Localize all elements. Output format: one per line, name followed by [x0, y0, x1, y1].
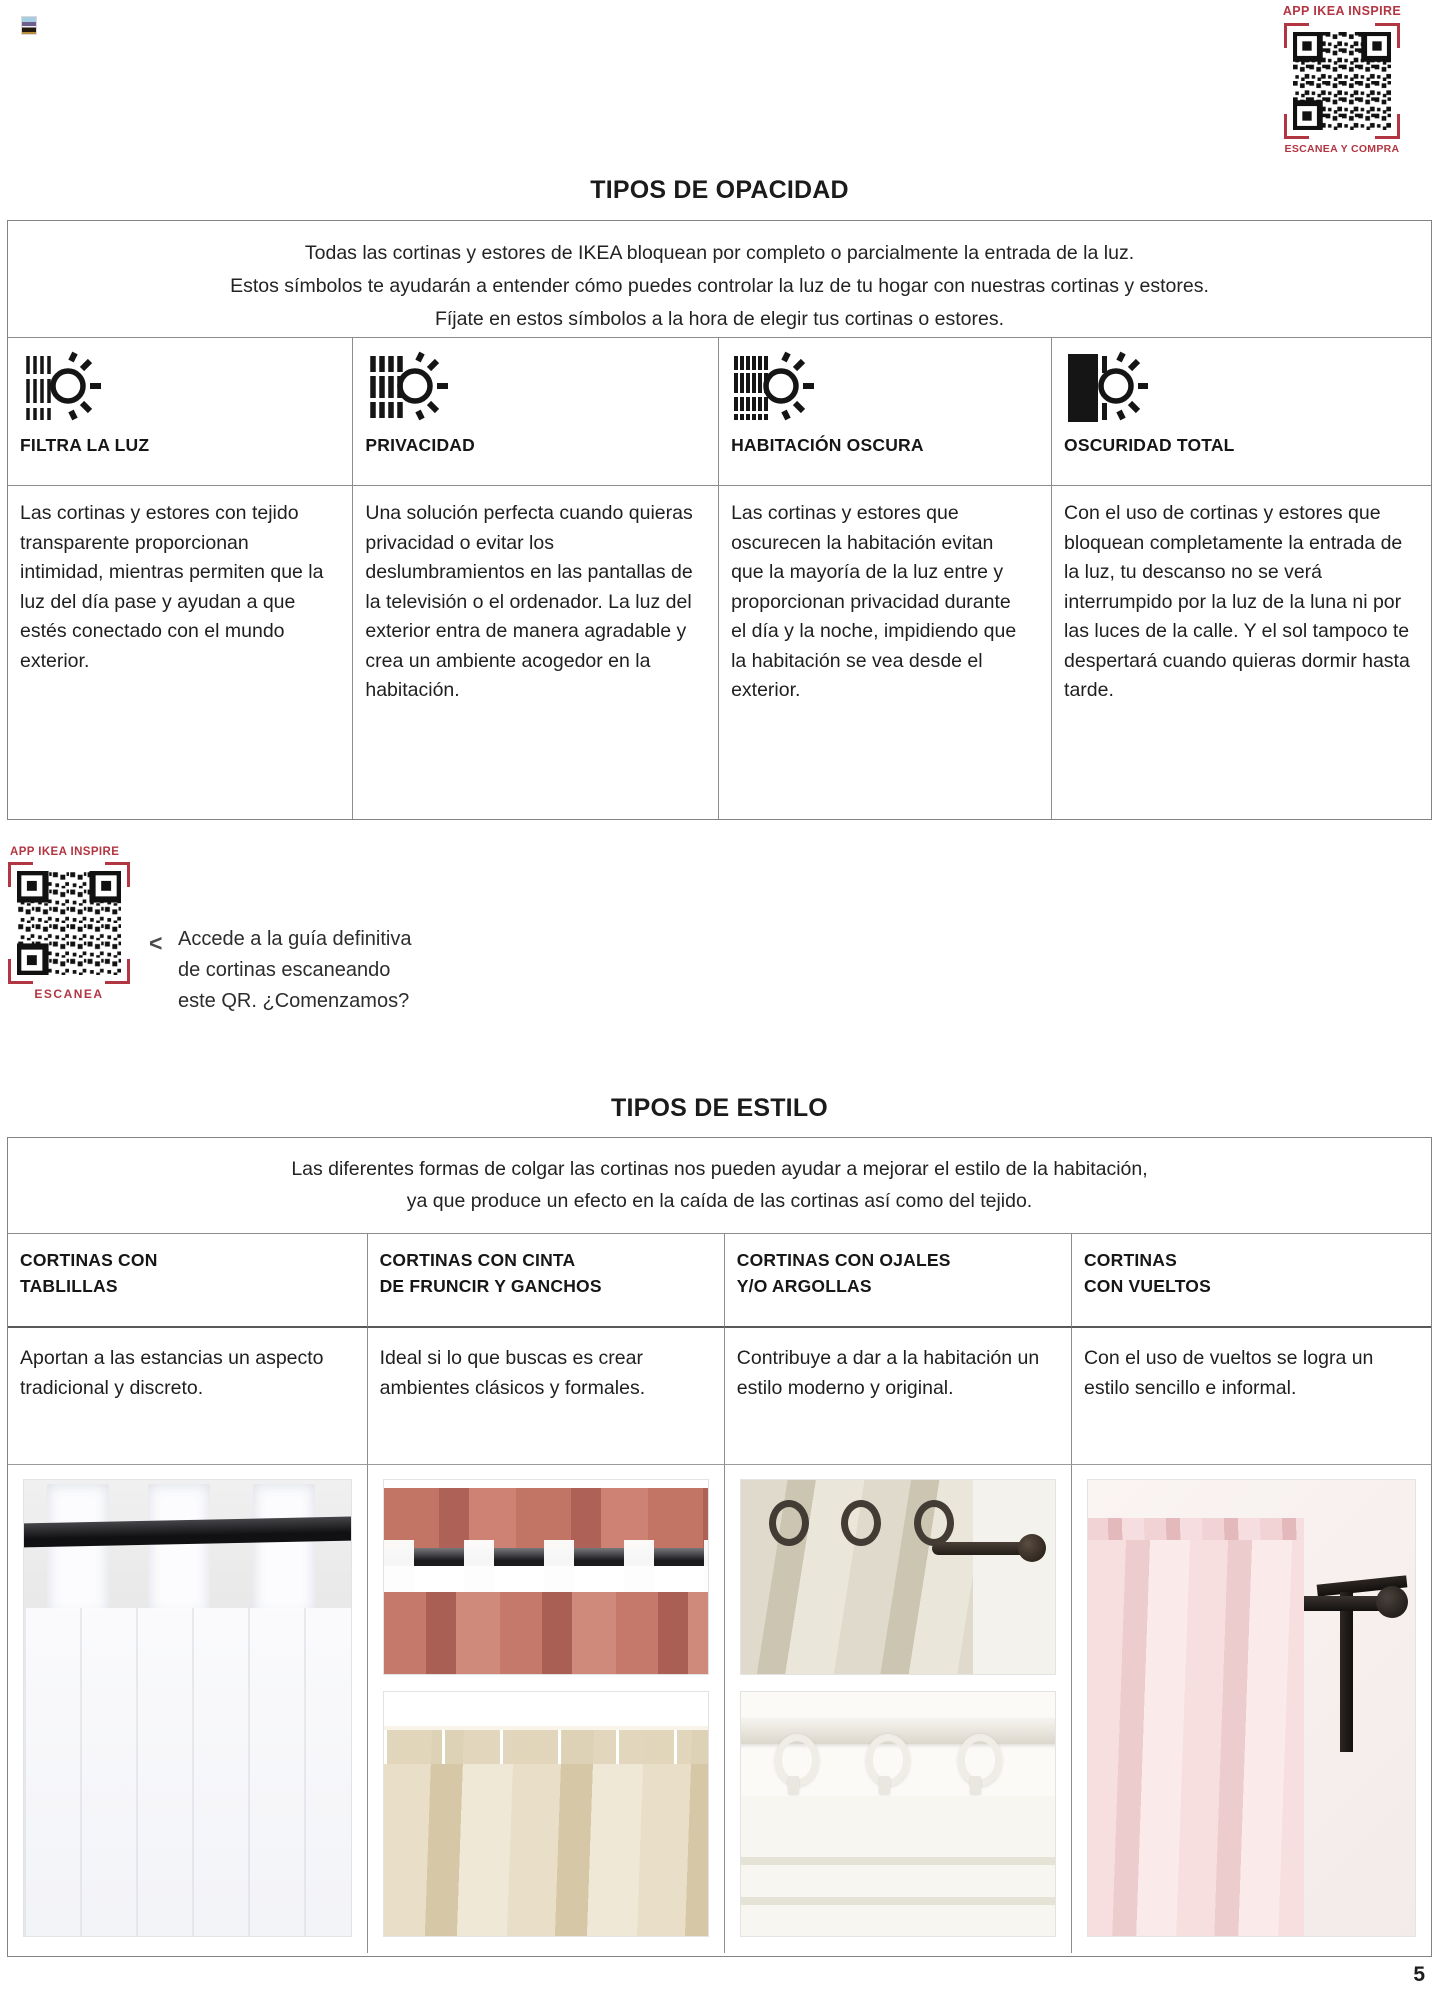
style-intro-line: ya que produce un efecto en la caída de las cortinas así como del tejido. [406, 1190, 1033, 1212]
style-text: Ideal si lo que buscas es crear ambientes clásicos y formales. [367, 1328, 724, 1465]
habitacion-oscura-icon [731, 350, 815, 426]
grommet-graphic [769, 1500, 809, 1546]
pleat-tape-graphic [384, 1540, 708, 1594]
curtain-tab-graphic [47, 1484, 109, 1616]
photo-argollas [740, 1691, 1056, 1937]
opacity-text: Con el uso de cortinas y estores que bloquean completamente la entrada de la luz, tu descanso no se verá interrumpido por la luz de la luna ni por las luces de la calle. Y el sol tampoco te despertará cuando quieras dormir hasta tarde. [1051, 486, 1431, 819]
style-header-tablillas [8, 1234, 367, 1328]
style-photo-row [8, 1465, 1431, 1950]
opacity-header-oscura [718, 338, 1051, 486]
sheer-curtain-graphic [741, 1796, 1055, 1936]
style-section-title: TIPOS DE ESTILO [611, 1094, 828, 1122]
style-label-line: CORTINAS [1083, 1250, 1177, 1270]
photo-ojales [740, 1479, 1056, 1675]
opacity-table [7, 220, 1432, 820]
grommet-graphic [914, 1500, 954, 1546]
style-label-line: CORTINAS CON [20, 1250, 158, 1270]
opacity-intro [8, 221, 1431, 338]
opacity-body-row [8, 486, 1431, 819]
style-header-fruncir [367, 1234, 724, 1328]
curtain-graphic [1088, 1540, 1304, 1936]
qr-corner-icon [1375, 114, 1400, 139]
qr-guide-scan-label: ESCANEA [34, 987, 104, 1001]
opacity-label: HABITACIÓN OSCURA [731, 435, 924, 455]
style-label-line: CORTINAS CON CINTA [379, 1250, 576, 1270]
photo-cinta-fruncir-hooks [383, 1691, 709, 1937]
qr-corner-icon [105, 862, 130, 887]
sheer-curtain-graphic [24, 1608, 351, 1936]
curtain-clip-graphic [788, 1776, 799, 1794]
qr-guide-app-label: APP IKEA INSPIRE [10, 846, 120, 858]
style-text: Con el uso de vueltos se logra un estilo sencillo e informal. [1071, 1328, 1431, 1465]
opacity-header-filtra [8, 338, 352, 486]
photo-cell-vueltos [1071, 1465, 1431, 1953]
opacity-intro-line: Fíjate en estos símbolos a la hora de elegir tus cortinas o estores. [434, 308, 1005, 330]
opacity-text: Las cortinas y estores que oscurecen la habitación evitan que la mayoría de la luz entre y proporcionan privacidad durante el día y la noche, impidiendo que la habitación se vea desde el exterior. [718, 486, 1051, 819]
style-label-line: CON VUELTOS [1083, 1276, 1211, 1296]
rod-bracket-graphic [1340, 1592, 1353, 1752]
qr-corner-icon [105, 959, 130, 984]
left-arrow-icon: < [149, 930, 163, 956]
style-label-line: DE FRUNCIR Y GANCHOS [379, 1276, 602, 1296]
opacity-intro-line: Estos símbolos te ayudarán a entender cómo puedes controlar la luz de tu hogar con nuestras cortinas y estores. [230, 275, 1209, 297]
opacity-header-row [8, 338, 1431, 486]
pleat-tape-graphic [384, 1730, 708, 1764]
style-intro [8, 1138, 1431, 1234]
qr-guide-block [8, 846, 428, 1012]
style-label-line: TABLILLAS [20, 1276, 118, 1296]
photo-cell-tablillas [8, 1465, 367, 1953]
qr-corner-icon [1284, 23, 1309, 48]
curtain-tab-graphic [148, 1484, 210, 1616]
opacity-header-privacidad [352, 338, 718, 486]
curtain-stripe-graphic [741, 1897, 1055, 1905]
qr-guide-text [178, 924, 412, 1017]
photo-cinta-fruncir-rod [383, 1479, 709, 1675]
qr-corner-icon [1375, 23, 1400, 48]
opacity-section-title: TIPOS DE OPACIDAD [590, 176, 849, 204]
curtain-tab-graphic [253, 1484, 315, 1616]
photo-cell-fruncir [367, 1465, 724, 1953]
qr-guide-text-line: de cortinas escaneando [178, 959, 391, 981]
oscuridad-total-icon [1064, 350, 1148, 426]
qr-guide-text-line: Accede a la guía definitiva [178, 928, 412, 950]
opacity-intro-line: Todas las cortinas y estores de IKEA bloquean por completo o parcialmente la entrada de la luz. [304, 242, 1135, 264]
opacity-text: Una solución perfecta cuando quieras privacidad o evitar los deslumbramientos en las pantallas de la televisión o el ordenador. La luz del exterior entra de manera agradable y crea un ambiente acogedor en la habitación. [352, 486, 718, 819]
opacity-text: Las cortinas y estores con tejido transparente proporcionan intimidad, mientras permiten que la luz del día pase y ayudan a que estés conectado con el mundo exterior. [20, 502, 324, 672]
opacity-label: FILTRA LA LUZ [20, 435, 150, 455]
qr-corner-icon [8, 959, 33, 984]
curtain-clip-graphic [970, 1776, 981, 1794]
photo-cell-ojales [724, 1465, 1071, 1953]
qr-code-shop [1284, 23, 1400, 139]
curtain-bottom-graphic [384, 1592, 708, 1674]
style-desc-row [8, 1328, 1431, 1465]
filtra-la-luz-icon [20, 350, 104, 426]
rod-finial-graphic [1376, 1586, 1408, 1618]
style-label-line: CORTINAS CON OJALES [736, 1250, 951, 1270]
style-label-line: Y/O ARGOLLAS [736, 1276, 872, 1296]
privacidad-icon [365, 350, 449, 426]
qr-app-label: APP IKEA INSPIRE [1282, 4, 1402, 18]
style-text: Aportan a las estancias un aspecto tradicional y discreto. [8, 1328, 367, 1465]
photo-cortinas-vueltos [1087, 1479, 1416, 1937]
photo-cortinas-tablillas [23, 1479, 352, 1937]
qr-guide-text-line: este QR. ¿Comenzamos? [178, 990, 410, 1012]
qr-shop-block [1274, 4, 1410, 155]
style-header-ojales [724, 1234, 1071, 1328]
qr-code-guide [8, 862, 130, 984]
rod-finial-graphic [1018, 1534, 1046, 1562]
opacity-label: PRIVACIDAD [365, 435, 475, 455]
qr-corner-icon [8, 862, 33, 887]
style-table [7, 1137, 1432, 1957]
page-number: 5 [1413, 1963, 1425, 1986]
curtain-stripe-graphic [741, 1857, 1055, 1865]
qr-corner-icon [1284, 114, 1309, 139]
style-intro-line: Las diferentes formas de colgar las cortinas nos pueden ayudar a mejorar el estilo de la habitación, [291, 1158, 1148, 1180]
curtain-clip-graphic [879, 1776, 890, 1794]
style-text: Contribuye a dar a la habitación un estilo moderno y original. [724, 1328, 1071, 1465]
style-header-vueltos [1071, 1234, 1431, 1328]
window-stripes-icon [21, 16, 37, 35]
qr-scan-label: ESCANEA Y COMPRA [1284, 143, 1400, 155]
opacity-label: OSCURIDAD TOTAL [1064, 435, 1235, 455]
style-header-row [8, 1234, 1431, 1328]
opacity-header-total [1051, 338, 1431, 486]
